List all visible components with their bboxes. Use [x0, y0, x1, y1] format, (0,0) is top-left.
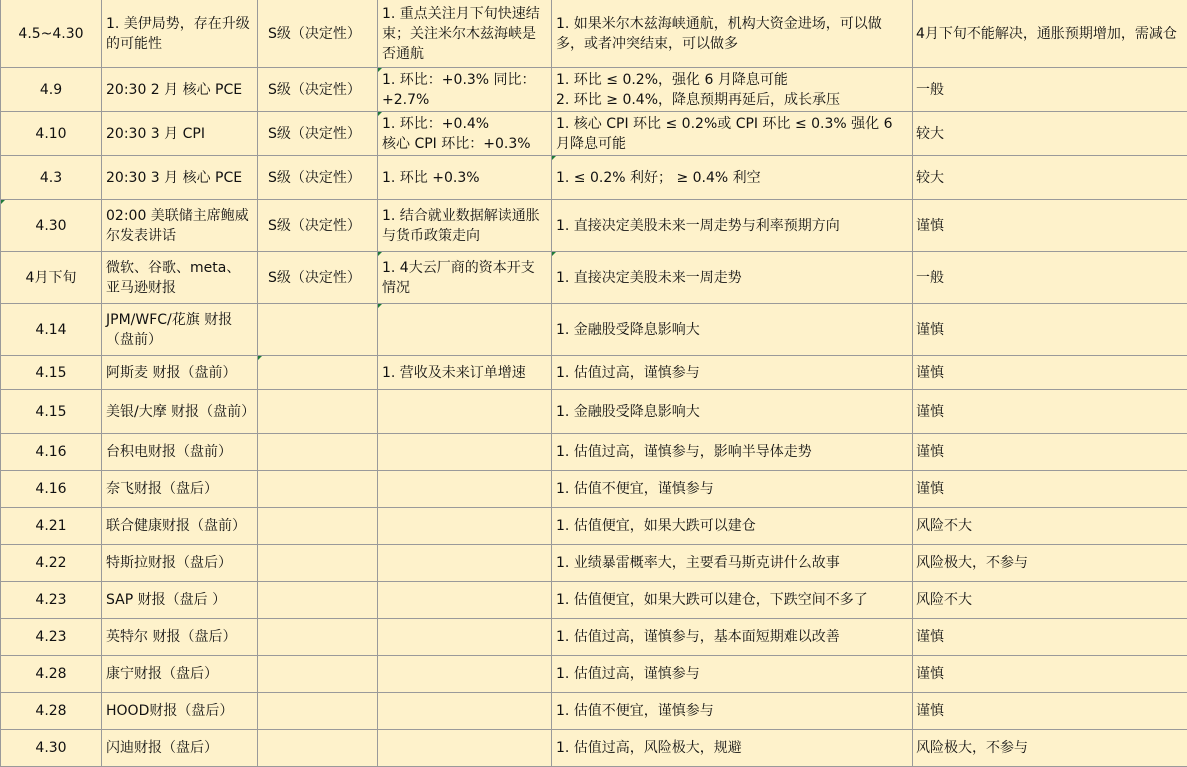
expectation-cell[interactable]: 1. 重点关注月下旬快速结束；关注米尔木兹海峡是否通航: [378, 0, 552, 68]
level-cell[interactable]: S级（决定性）: [258, 68, 378, 112]
expectation-cell[interactable]: 1. 营收及未来订单增速: [378, 356, 552, 390]
event-cell[interactable]: 微软、谷歌、meta、亚马逊财报: [102, 252, 258, 304]
impact-cell[interactable]: 谨慎: [913, 356, 1187, 390]
level-cell[interactable]: [258, 390, 378, 434]
event-cell[interactable]: 20:30 2 月 核心 PCE: [102, 68, 258, 112]
expectation-cell[interactable]: 1. 结合就业数据解读通胀与货币政策走向: [378, 200, 552, 252]
analysis-cell[interactable]: 1. ≤ 0.2% 利好； ≥ 0.4% 利空: [552, 156, 913, 200]
impact-cell[interactable]: 风险极大，不参与: [913, 730, 1187, 767]
analysis-cell[interactable]: 1. 估值不便宜，谨慎参与: [552, 693, 913, 730]
analysis-cell[interactable]: 1. 估值过高，谨慎参与，影响半导体走势: [552, 434, 913, 471]
table-row: [1, 582, 1187, 619]
event-cell[interactable]: 1. 美伊局势，存在升级的可能性: [102, 0, 258, 68]
level-cell[interactable]: [258, 508, 378, 545]
level-cell[interactable]: [258, 693, 378, 730]
level-cell[interactable]: S级（决定性）: [258, 200, 378, 252]
impact-cell[interactable]: 一般: [913, 68, 1187, 112]
date-cell[interactable]: 4.5~4.30: [1, 0, 102, 68]
impact-cell[interactable]: 较大: [913, 112, 1187, 156]
level-cell[interactable]: [258, 730, 378, 767]
event-cell[interactable]: 阿斯麦 财报（盘前）: [102, 356, 258, 390]
table-row: [1, 730, 1187, 767]
impact-cell[interactable]: 风险不大: [913, 582, 1187, 619]
date-cell[interactable]: 4.21: [1, 508, 102, 545]
impact-cell[interactable]: 谨慎: [913, 619, 1187, 656]
impact-cell[interactable]: 谨慎: [913, 200, 1187, 252]
date-cell[interactable]: 4.30: [1, 200, 102, 252]
level-cell[interactable]: [258, 619, 378, 656]
table-row: [1, 112, 1187, 156]
analysis-cell[interactable]: 1. 如果米尔木兹海峡通航，机构大资金进场，可以做多，或者冲突结束，可以做多: [552, 0, 913, 68]
date-cell[interactable]: 4.10: [1, 112, 102, 156]
impact-cell[interactable]: 一般: [913, 252, 1187, 304]
event-cell[interactable]: SAP 财报（盘后 ）: [102, 582, 258, 619]
impact-cell[interactable]: 谨慎: [913, 304, 1187, 356]
date-cell[interactable]: 4.9: [1, 68, 102, 112]
expectation-cell[interactable]: 1. 环比 +0.3%: [378, 156, 552, 200]
analysis-cell[interactable]: 1. 直接决定美股未来一周走势与利率预期方向: [552, 200, 913, 252]
level-cell[interactable]: [258, 304, 378, 356]
expectation-cell[interactable]: [378, 619, 552, 656]
expectation-cell[interactable]: [378, 508, 552, 545]
analysis-cell[interactable]: 1. 估值过高，谨慎参与: [552, 656, 913, 693]
table-row: [1, 693, 1187, 730]
date-cell[interactable]: 4.15: [1, 390, 102, 434]
event-cell[interactable]: 联合健康财报（盘前）: [102, 508, 258, 545]
event-cell[interactable]: 02:00 美联储主席鲍威尔发表讲话: [102, 200, 258, 252]
table-row: [1, 200, 1187, 252]
analysis-cell[interactable]: 1. 估值过高，谨慎参与，基本面短期难以改善: [552, 619, 913, 656]
expectation-cell[interactable]: [378, 582, 552, 619]
impact-cell[interactable]: 谨慎: [913, 434, 1187, 471]
impact-cell[interactable]: 4月下旬不能解决，通胀预期增加，需减仓: [913, 0, 1187, 68]
level-cell[interactable]: [258, 471, 378, 508]
date-cell[interactable]: 4.3: [1, 156, 102, 200]
expectation-cell[interactable]: 1. 环比：+0.4% 核心 CPI 环比：+0.3%: [378, 112, 552, 156]
level-cell[interactable]: [258, 656, 378, 693]
impact-cell[interactable]: 谨慎: [913, 656, 1187, 693]
expectation-cell[interactable]: [378, 390, 552, 434]
level-cell[interactable]: S级（决定性）: [258, 252, 378, 304]
table-row: [1, 356, 1187, 390]
impact-cell[interactable]: 风险极大，不参与: [913, 545, 1187, 582]
level-cell[interactable]: [258, 582, 378, 619]
table-row: [1, 304, 1187, 356]
analysis-cell[interactable]: 1. 估值过高，风险极大，规避: [552, 730, 913, 767]
date-cell[interactable]: 4.15: [1, 356, 102, 390]
impact-cell[interactable]: 谨慎: [913, 693, 1187, 730]
level-cell[interactable]: [258, 545, 378, 582]
date-cell[interactable]: 4.28: [1, 693, 102, 730]
event-cell[interactable]: 20:30 3 月 核心 PCE: [102, 156, 258, 200]
expectation-cell[interactable]: [378, 304, 552, 356]
expectation-cell[interactable]: 1. 环比：+0.3% 同比：+2.7%: [378, 68, 552, 112]
event-cell[interactable]: 台积电财报（盘前）: [102, 434, 258, 471]
date-cell[interactable]: 4.16: [1, 471, 102, 508]
event-cell[interactable]: 闪迪财报（盘后）: [102, 730, 258, 767]
analysis-cell[interactable]: 1. 直接决定美股未来一周走势: [552, 252, 913, 304]
expectation-cell[interactable]: [378, 693, 552, 730]
analysis-cell[interactable]: 1. 估值便宜，如果大跌可以建仓: [552, 508, 913, 545]
event-cell[interactable]: 20:30 3 月 CPI: [102, 112, 258, 156]
event-cell[interactable]: 英特尔 财报（盘后）: [102, 619, 258, 656]
table-row: [1, 156, 1187, 200]
analysis-cell[interactable]: 1. 金融股受降息影响大: [552, 390, 913, 434]
table-row: [1, 0, 1187, 68]
date-cell[interactable]: 4.23: [1, 582, 102, 619]
event-cell[interactable]: 奈飞财报（盘后）: [102, 471, 258, 508]
expectation-cell[interactable]: 1. 4大云厂商的资本开支情况: [378, 252, 552, 304]
table-row: [1, 656, 1187, 693]
table-row: [1, 390, 1187, 434]
analysis-cell[interactable]: 1. 核心 CPI 环比 ≤ 0.2%或 CPI 环比 ≤ 0.3% 强化 6 月降息可能: [552, 112, 913, 156]
impact-cell[interactable]: 谨慎: [913, 390, 1187, 434]
expectation-cell[interactable]: [378, 730, 552, 767]
event-cell[interactable]: 康宁财报（盘后）: [102, 656, 258, 693]
event-cell[interactable]: HOOD财报（盘后）: [102, 693, 258, 730]
analysis-cell[interactable]: 1. 业绩暴雷概率大，主要看马斯克讲什么故事: [552, 545, 913, 582]
table-row: [1, 434, 1187, 471]
analysis-cell[interactable]: 1. 估值过高，谨慎参与: [552, 356, 913, 390]
analysis-cell[interactable]: 1. 估值便宜，如果大跌可以建仓，下跌空间不多了: [552, 582, 913, 619]
level-cell[interactable]: [258, 356, 378, 390]
table-row: [1, 252, 1187, 304]
impact-cell[interactable]: 谨慎: [913, 471, 1187, 508]
table-row: [1, 545, 1187, 582]
date-cell[interactable]: 4.22: [1, 545, 102, 582]
date-cell[interactable]: 4.16: [1, 434, 102, 471]
table-row: [1, 619, 1187, 656]
expectation-cell[interactable]: [378, 545, 552, 582]
expectation-cell[interactable]: [378, 656, 552, 693]
date-cell[interactable]: 4.30: [1, 730, 102, 767]
level-cell[interactable]: S级（决定性）: [258, 112, 378, 156]
event-cell[interactable]: 美银/大摩 财报（盘前）: [102, 390, 258, 434]
analysis-cell[interactable]: 1. 环比 ≤ 0.2%，强化 6 月降息可能 2. 环比 ≥ 0.4%，降息预期再延后，成长承压: [552, 68, 913, 112]
analysis-cell[interactable]: 1. 金融股受降息影响大: [552, 304, 913, 356]
event-cell[interactable]: 特斯拉财报（盘后）: [102, 545, 258, 582]
table-row: [1, 68, 1187, 112]
table-row: [1, 508, 1187, 545]
date-cell[interactable]: 4月下旬: [1, 252, 102, 304]
expectation-cell[interactable]: [378, 471, 552, 508]
date-cell[interactable]: 4.14: [1, 304, 102, 356]
level-cell[interactable]: S级（决定性）: [258, 156, 378, 200]
impact-cell[interactable]: 风险不大: [913, 508, 1187, 545]
level-cell[interactable]: S级（决定性）: [258, 0, 378, 68]
date-cell[interactable]: 4.23: [1, 619, 102, 656]
expectation-cell[interactable]: [378, 434, 552, 471]
event-cell[interactable]: JPM/WFC/花旗 财报（盘前）: [102, 304, 258, 356]
level-cell[interactable]: [258, 434, 378, 471]
impact-cell[interactable]: 较大: [913, 156, 1187, 200]
analysis-cell[interactable]: 1. 估值不便宜，谨慎参与: [552, 471, 913, 508]
date-cell[interactable]: 4.28: [1, 656, 102, 693]
table-row: [1, 471, 1187, 508]
